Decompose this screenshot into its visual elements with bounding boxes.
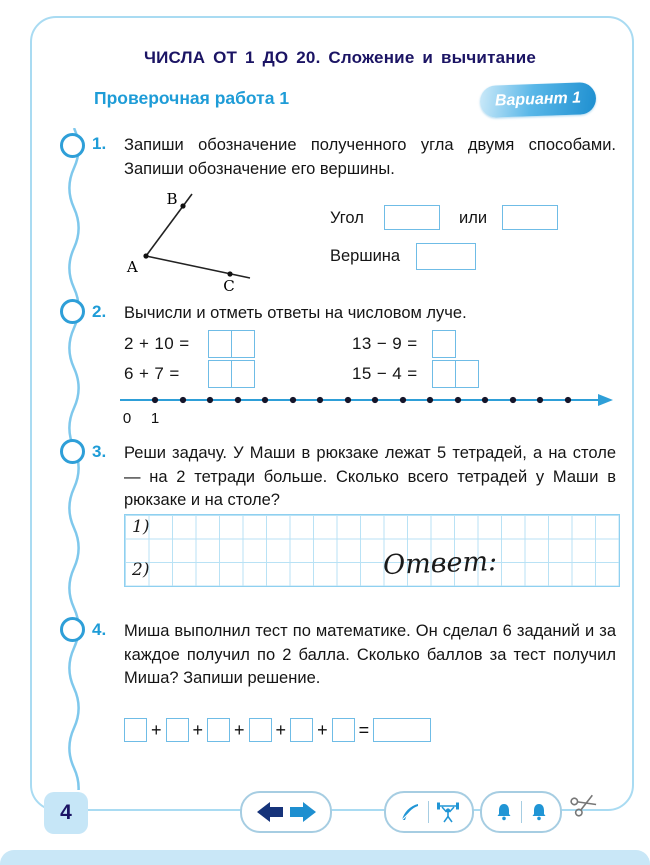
task3-marker-circle xyxy=(60,439,85,464)
point-c-label: С xyxy=(223,277,235,294)
section-title: Проверочная работа 1 xyxy=(94,88,290,108)
equals-sign: = xyxy=(358,719,370,740)
point-a-label: А xyxy=(126,258,138,276)
equation-4-expression: 15 − 4 = xyxy=(352,364,418,383)
legend-writing-difficulty xyxy=(384,791,474,833)
page-number: 4 xyxy=(44,792,88,834)
variant-badge: Вариант 1 xyxy=(479,82,596,118)
number-line-zero-label: 0 xyxy=(122,410,132,427)
answer-box[interactable] xyxy=(208,330,232,358)
next-page-arrow-icon[interactable] xyxy=(290,802,316,822)
work-grid[interactable] xyxy=(124,514,620,587)
bell-icon xyxy=(529,802,549,822)
angle-answer-box-2[interactable] xyxy=(502,205,558,230)
angle-word-label: Угол xyxy=(330,209,364,227)
weightlifter-icon xyxy=(436,801,460,823)
plus-sign: + xyxy=(192,719,204,740)
icon-divider xyxy=(428,801,429,823)
bell-icon xyxy=(494,802,514,822)
task4-equation-row xyxy=(124,718,431,742)
work-line-2-label: 2) xyxy=(132,560,150,580)
plus-sign: + xyxy=(275,719,287,740)
task2-number: 2. xyxy=(92,302,107,321)
point-c-dot xyxy=(227,271,232,276)
answer-box[interactable] xyxy=(207,718,230,742)
answer-box[interactable] xyxy=(166,718,189,742)
answer-box[interactable] xyxy=(332,718,355,742)
task1-marker-circle xyxy=(60,133,85,158)
task4-marker-circle xyxy=(60,617,85,642)
answer-box[interactable] xyxy=(432,330,456,358)
page-title: ЧИСЛА ОТ 1 ДО 20. Сложение и вычитание xyxy=(143,48,537,67)
task4-number: 4. xyxy=(92,620,107,639)
task3-text: Реши задачу. У Маши в рюкзаке лежат 5 тетрадей, а на столе — на 2 тетради больше. Сколько всего тетрадей у Маши в рюкзаке и на столе? xyxy=(124,444,616,509)
point-b-dot xyxy=(180,203,185,208)
number-line[interactable] xyxy=(118,384,618,428)
arrow-head xyxy=(598,394,613,406)
plus-sign: + xyxy=(234,719,245,740)
task4-text: Миша выполнил тест по математике. Он сделал 6 заданий и за каждое получил по 2 балла. Сколько баллов за тест получил Миша? Запиши решение. xyxy=(124,622,616,687)
vertex-answer-box[interactable] xyxy=(416,243,476,270)
equation-2-expression: 13 − 9 = xyxy=(352,334,418,353)
angle-figure xyxy=(126,190,286,294)
point-b-label: В xyxy=(166,190,178,208)
answer-box[interactable] xyxy=(124,718,147,742)
answer-label: Ответ: xyxy=(382,546,498,581)
answer-box[interactable] xyxy=(231,330,255,358)
task2-marker-circle xyxy=(60,299,85,324)
page-bottom-edge xyxy=(0,850,650,865)
equation-1 xyxy=(124,330,255,358)
plus-sign: + xyxy=(317,719,328,740)
icon-divider xyxy=(521,801,522,823)
task3-number: 3. xyxy=(92,442,107,461)
legend-bells xyxy=(480,791,562,833)
answer-box[interactable] xyxy=(290,718,313,742)
equation-1-expression: 2 + 10 = xyxy=(124,334,190,353)
work-line-1-label: 1) xyxy=(132,517,150,537)
vertex-word-label: Вершина xyxy=(330,247,401,265)
task1-number: 1. xyxy=(92,134,107,153)
previous-page-arrow-icon[interactable] xyxy=(257,802,283,822)
quill-pen-icon xyxy=(399,801,421,823)
page-nav-buttons xyxy=(240,791,332,833)
equation-3-expression: 6 + 7 = xyxy=(124,364,180,383)
number-line-one-label: 1 xyxy=(150,410,160,427)
answer-box-wide[interactable] xyxy=(373,718,431,742)
or-word-label: или xyxy=(459,209,488,227)
point-a-dot xyxy=(143,253,148,258)
equation-2 xyxy=(352,330,456,358)
answer-box[interactable] xyxy=(249,718,272,742)
task1-text: Запиши обозначение полученного угла двумя способами. Запиши обозначение его вершины. xyxy=(124,136,616,178)
plus-sign: + xyxy=(151,719,162,740)
task2-text: Вычисли и отметь ответы на числовом луче. xyxy=(124,304,467,322)
angle-answer-box-1[interactable] xyxy=(384,205,440,230)
